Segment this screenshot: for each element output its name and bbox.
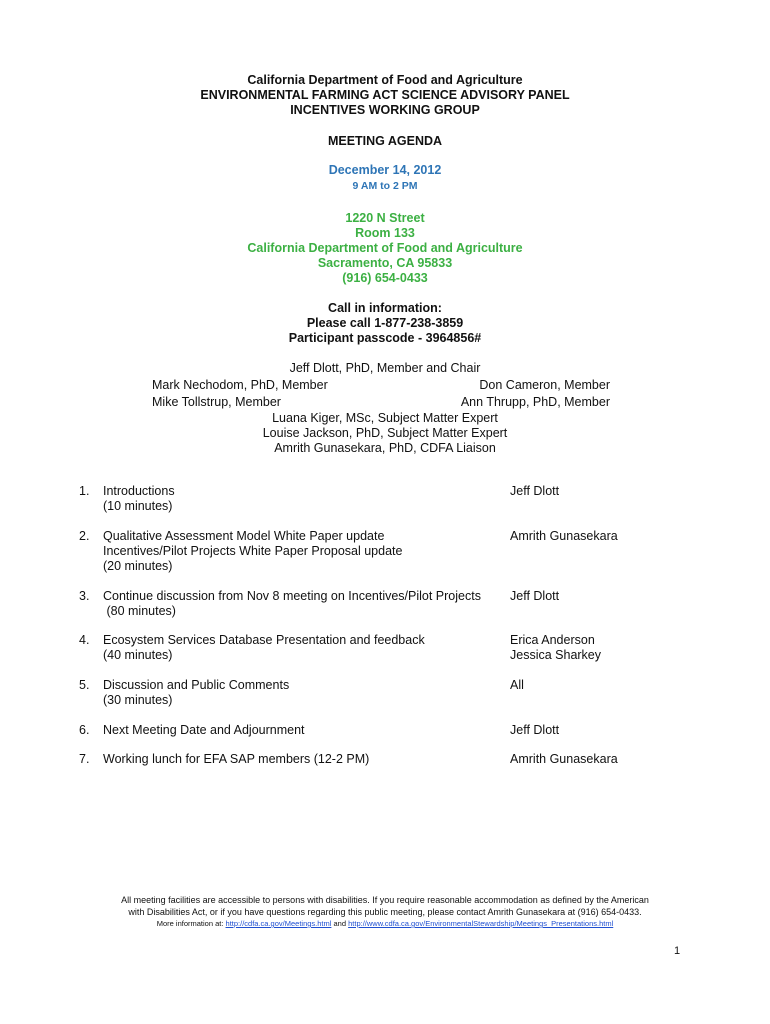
item-line: Discussion and Public Comments (103, 678, 290, 692)
item-number: 2. (79, 529, 90, 543)
header-group: INCENTIVES WORKING GROUP (290, 103, 480, 117)
item-number: 7. (79, 752, 90, 766)
item-presenter (510, 723, 710, 738)
member-right: Don Cameron, Member (479, 378, 610, 392)
item-description (103, 633, 498, 663)
footer-line: with Disabilities Act, or if you have questions regarding this public meeting, please contact Amrith Gunasekara at (916) 654-0433. (128, 907, 642, 917)
meeting-location (0, 211, 770, 286)
header-org: California Department of Food and Agriculture (247, 73, 523, 87)
presenter-name: Jeff Dlott (510, 484, 560, 498)
location-room: Room 133 (355, 226, 415, 240)
member-row (0, 377, 770, 394)
call-in-info (0, 301, 770, 346)
call-number: Please call 1-877-238-3859 (306, 316, 464, 330)
member-sme: Louise Jackson, PhD, Subject Matter Expert (262, 426, 508, 440)
call-heading: Call in information: (328, 301, 442, 315)
document-header (0, 73, 770, 118)
member-row (0, 394, 770, 411)
more-info-label: More information at: (156, 919, 226, 928)
item-line: Continue discussion from Nov 8 meeting on Incentives/Pilot Projects (103, 589, 481, 603)
header-panel: ENVIRONMENTAL FARMING ACT SCIENCE ADVISORY PANEL (200, 88, 570, 102)
footer-line: All meeting facilities are accessible to persons with disabilities. If you require reasonable accommodation as defined by the American (121, 895, 649, 905)
presenter-name: Jeff Dlott (510, 589, 560, 603)
presenter-name: Amrith Gunasekara (510, 529, 618, 543)
item-line: (80 minutes) (103, 604, 176, 618)
member-list (0, 360, 770, 456)
location-street: 1220 N Street (345, 211, 425, 225)
meeting-date: December 14, 2012 (328, 163, 442, 177)
item-description (103, 723, 498, 738)
item-line: Working lunch for EFA SAP members (12-2 PM) (103, 752, 370, 766)
item-presenter (510, 752, 710, 767)
item-line: (30 minutes) (103, 693, 173, 707)
presenter-name: Jeff Dlott (510, 723, 560, 737)
member-right: Ann Thrupp, PhD, Member (460, 395, 610, 409)
item-line: Next Meeting Date and Adjournment (103, 723, 305, 737)
item-presenter (510, 678, 710, 693)
member-chair: Jeff Dlott, PhD, Member and Chair (289, 361, 481, 375)
item-description (103, 589, 498, 619)
item-presenter (510, 484, 710, 499)
presenter-name: Amrith Gunasekara (510, 752, 618, 766)
item-number: 4. (79, 633, 90, 647)
agenda-title: MEETING AGENDA (327, 134, 443, 148)
location-phone: (916) 654-0433 (342, 271, 428, 285)
item-number: 3. (79, 589, 90, 603)
item-presenter (510, 589, 710, 604)
item-number: 1. (79, 484, 90, 498)
presenter-name: Erica Anderson (510, 633, 595, 647)
item-description (103, 678, 498, 708)
item-line: Incentives/Pilot Projects White Paper Proposal update (103, 544, 403, 558)
item-line: Qualitative Assessment Model White Paper update (103, 529, 385, 543)
meetings-link[interactable]: http://cdfa.ca.gov/Meetings.html (225, 919, 332, 928)
call-passcode: Participant passcode - 3964856# (288, 331, 482, 345)
item-line: (40 minutes) (103, 648, 173, 662)
location-city: Sacramento, CA 95833 (317, 256, 453, 270)
location-org: California Department of Food and Agriculture (247, 241, 523, 255)
accessibility-footer (0, 894, 770, 930)
member-liaison: Amrith Gunasekara, PhD, CDFA Liaison (274, 441, 496, 455)
member-sme: Luana Kiger, MSc, Subject Matter Expert (272, 411, 498, 425)
presentations-link[interactable]: http://www.cdfa.ca.gov/EnvironmentalStewardship/Meetings_Presentations.html (348, 919, 614, 928)
member-left: Mark Nechodom, PhD, Member (152, 378, 328, 392)
link-separator: and (331, 919, 349, 928)
meeting-time: 9 AM to 2 PM (352, 180, 418, 192)
item-description (103, 484, 498, 514)
item-presenter (510, 529, 710, 544)
item-line: Ecosystem Services Database Presentation and feedback (103, 633, 425, 647)
item-number: 6. (79, 723, 90, 737)
item-line: (20 minutes) (103, 559, 173, 573)
presenter-name: Jessica Sharkey (510, 648, 602, 662)
item-line: Introductions (103, 484, 175, 498)
item-presenter (510, 633, 710, 663)
presenter-name: All (510, 678, 524, 692)
page-number: 1 (674, 945, 681, 957)
item-line: (10 minutes) (103, 499, 173, 513)
item-description (103, 529, 498, 574)
item-number: 5. (79, 678, 90, 692)
footer-more-info (0, 918, 770, 930)
member-left: Mike Tollstrup, Member (152, 395, 281, 409)
item-description (103, 752, 498, 767)
